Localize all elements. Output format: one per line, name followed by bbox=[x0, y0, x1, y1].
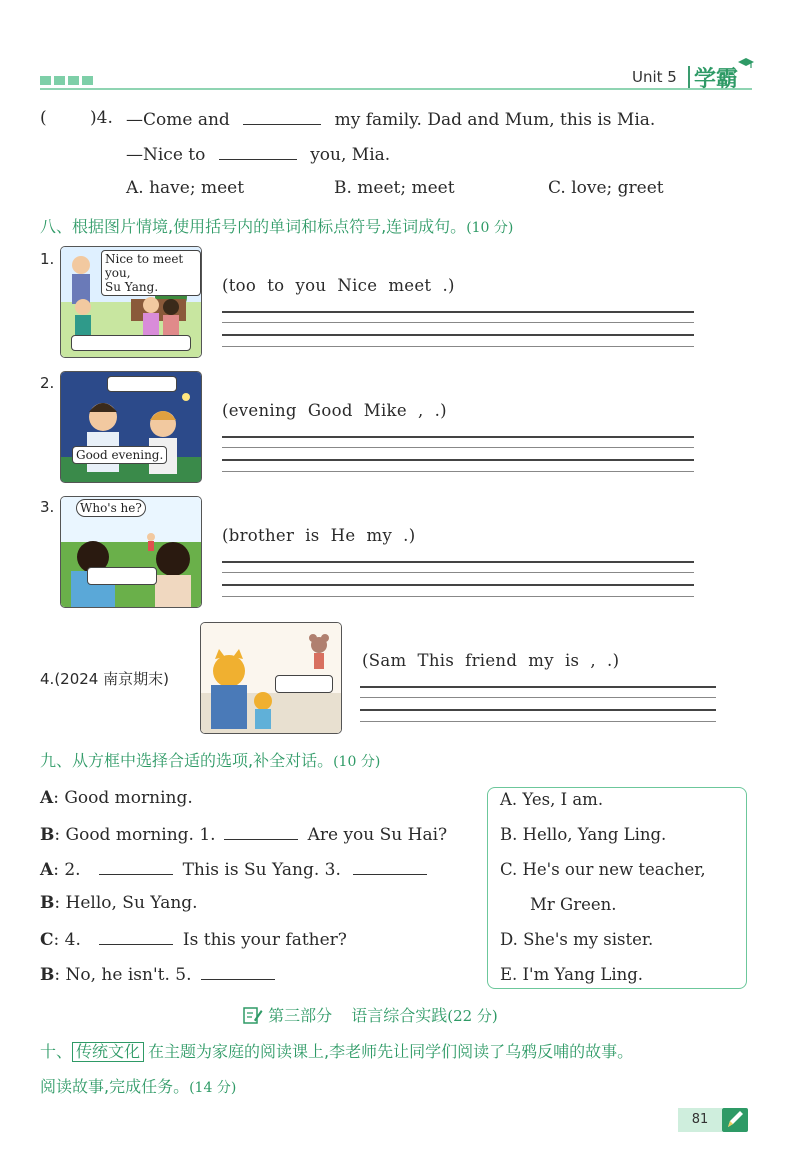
section-9-title bbox=[40, 748, 380, 771]
writing-line-guide bbox=[360, 721, 716, 722]
dialog-line-6 bbox=[40, 963, 275, 985]
writing-line-guide bbox=[222, 572, 694, 573]
option-c: C. He's our new teacher, bbox=[500, 860, 706, 879]
option-a: A. Yes, I am. bbox=[500, 790, 604, 809]
picture-4 bbox=[200, 622, 342, 734]
writing-line[interactable] bbox=[222, 459, 694, 461]
q4-option-b[interactable]: B. meet; meet bbox=[334, 178, 455, 198]
scrambled-words-4: (Sam This friend my is , .) bbox=[362, 651, 620, 670]
q4-line2 bbox=[126, 143, 390, 165]
dialog-text-after: Are you Su Hai? bbox=[307, 825, 448, 845]
section-10-text: 在主题为家庭的阅读课上,李老师先让同学们阅读了乌鸦反哺的故事。 bbox=[148, 1042, 634, 1061]
section-10-number: 十、 bbox=[40, 1042, 73, 1061]
option-d: D. She's my sister. bbox=[500, 930, 654, 949]
answer-blank-5[interactable] bbox=[201, 963, 275, 980]
speaker: C bbox=[40, 930, 54, 950]
speech-bubble: Nice to meet you, Su Yang. bbox=[101, 250, 201, 296]
section-10-score: (14 分) bbox=[189, 1080, 237, 1096]
writing-line-guide bbox=[222, 322, 694, 323]
answer-paren-open: ( bbox=[40, 108, 47, 128]
part-3-subtitle: 语言综合实践 bbox=[351, 1006, 448, 1025]
answer-blank-1[interactable] bbox=[224, 823, 298, 840]
writing-line-guide bbox=[222, 447, 694, 448]
item-number: 2. bbox=[40, 374, 55, 392]
answer-bubble[interactable] bbox=[275, 675, 333, 693]
answer-bubble[interactable] bbox=[71, 335, 191, 351]
picture-2 bbox=[60, 371, 202, 483]
section-8-title bbox=[40, 214, 513, 237]
speaker: A bbox=[40, 788, 54, 808]
q4-option-c[interactable]: C. love; greet bbox=[548, 178, 664, 198]
answer-blank-2[interactable] bbox=[99, 858, 173, 875]
scrambled-words-2: (evening Good Mike , .) bbox=[222, 401, 447, 420]
header-divider bbox=[688, 66, 690, 88]
item-number: 3. bbox=[40, 498, 55, 516]
q4-line1 bbox=[126, 108, 655, 130]
speech-bubble: Good evening. bbox=[72, 446, 167, 464]
writing-line[interactable] bbox=[222, 561, 694, 563]
dialog-text: : 4. bbox=[53, 930, 81, 950]
answer-bubble[interactable] bbox=[107, 376, 177, 392]
item-number-4 bbox=[40, 668, 169, 689]
speaker: B bbox=[40, 825, 55, 845]
option-b: B. Hello, Yang Ling. bbox=[500, 825, 667, 844]
question-number: )4. bbox=[90, 108, 113, 128]
dialog-line-2 bbox=[40, 823, 447, 845]
q4-line2-pre: —Nice to bbox=[126, 145, 206, 165]
part-3-heading bbox=[243, 1003, 498, 1026]
writing-line[interactable] bbox=[360, 686, 716, 688]
answer-blank[interactable] bbox=[243, 108, 321, 125]
page-number: 81 bbox=[678, 1108, 722, 1132]
q4-option-a[interactable]: A. have; meet bbox=[126, 178, 245, 198]
q4-line2-post: you, Mia. bbox=[310, 145, 391, 165]
options-box bbox=[487, 787, 747, 989]
pencil-icon bbox=[722, 1106, 748, 1134]
dialog-line-4 bbox=[40, 893, 198, 913]
graduation-cap-icon bbox=[738, 58, 754, 68]
culture-tag: 传统文化 bbox=[72, 1042, 144, 1062]
writing-line[interactable] bbox=[222, 311, 694, 313]
unit-label: Unit 5 bbox=[632, 68, 677, 86]
dialog-text: : 2. bbox=[53, 860, 81, 880]
speaker: B bbox=[40, 965, 55, 985]
edit-note-icon bbox=[243, 1006, 263, 1024]
answer-blank-4[interactable] bbox=[99, 928, 173, 945]
section-10-line-1 bbox=[40, 1039, 633, 1062]
section-10-line-2 bbox=[40, 1074, 236, 1097]
q4-line1-post: my family. Dad and Mum, this is Mia. bbox=[334, 110, 656, 130]
scrambled-words-1: (too to you Nice meet .) bbox=[222, 276, 455, 295]
dialog-text: : Hello, Su Yang. bbox=[54, 893, 198, 913]
dialog-text-after: Is this your father? bbox=[182, 930, 347, 950]
section-9-score: (10 分) bbox=[333, 754, 381, 770]
item-number: 1. bbox=[40, 250, 55, 268]
dialog-text-after: This is Su Yang. 3. bbox=[182, 860, 341, 880]
speaker: B bbox=[40, 893, 55, 913]
speech-bubble: Who's he? bbox=[76, 499, 146, 517]
writing-line[interactable] bbox=[222, 436, 694, 438]
section-8-score: (10 分) bbox=[466, 220, 514, 236]
dialog-line-5 bbox=[40, 928, 347, 950]
dialog-text: : Good morning. 1. bbox=[54, 825, 216, 845]
section-9-instruction: 九、从方框中选择合适的选项,补全对话。 bbox=[40, 751, 334, 770]
part-3-score: (22 分) bbox=[447, 1007, 498, 1025]
answer-bubble[interactable] bbox=[87, 567, 157, 585]
q4-line1-pre: —Come and bbox=[126, 110, 230, 130]
dialog-line-1 bbox=[40, 788, 193, 808]
scrambled-words-3: (brother is He my .) bbox=[222, 526, 416, 545]
item-number: 4. bbox=[40, 670, 55, 688]
section-10-instruction: 阅读故事,完成任务。 bbox=[40, 1077, 190, 1096]
source-note: (2024 南京期末) bbox=[54, 670, 169, 688]
header-rule bbox=[40, 88, 752, 90]
answer-blank-3[interactable] bbox=[353, 858, 427, 875]
writing-line-guide bbox=[222, 596, 694, 597]
option-c-continued: Mr Green. bbox=[530, 895, 617, 914]
dialog-text: : Good morning. bbox=[53, 788, 193, 808]
dialog-text: : No, he isn't. 5. bbox=[54, 965, 192, 985]
writing-line-guide bbox=[222, 471, 694, 472]
header-decoration bbox=[40, 70, 96, 89]
dialog-line-3 bbox=[40, 858, 427, 880]
part-3-title: 第三部分 bbox=[268, 1006, 333, 1025]
speaker: A bbox=[40, 860, 54, 880]
option-e: E. I'm Yang Ling. bbox=[500, 965, 644, 984]
writing-line-guide bbox=[360, 697, 716, 698]
section-8-instruction: 八、根据图片情境,使用括号内的单词和标点符号,连词成句。 bbox=[40, 217, 467, 236]
writing-line[interactable] bbox=[222, 334, 694, 336]
writing-line[interactable] bbox=[222, 584, 694, 586]
writing-line[interactable] bbox=[360, 709, 716, 711]
answer-blank[interactable] bbox=[219, 143, 297, 160]
brand-logo: 学霸 bbox=[694, 67, 739, 92]
writing-line-guide bbox=[222, 346, 694, 347]
